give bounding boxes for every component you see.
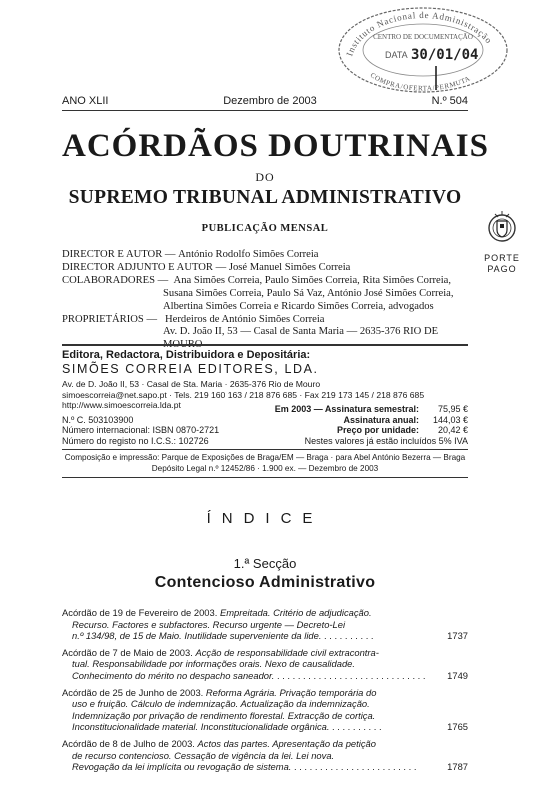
unit-price: 20,42 €: [437, 425, 468, 436]
staff-value: Herdeiros de António Simões Correia: [165, 313, 325, 325]
entry-summary: Indemnização por privação de rendimento florestal. Extracção de cortiça.: [72, 709, 376, 721]
staff-label: PROPRIETÁRIOS —: [62, 313, 158, 325]
publisher-address: Av. de D. João II, 53 · Casal de Sta. Maria · 2635-376 Rio de Mouro: [62, 379, 321, 389]
section-number: 1.ª Secção: [233, 556, 297, 571]
coat-of-arms-icon: [485, 210, 519, 248]
index-entries: [62, 607, 468, 778]
entry-summary: tual. Responsabilidade por informações orais. Nexo de causalidade.: [72, 658, 355, 670]
legal-deposit-line: Depósito Legal n.º 12452/86 · 1.900 ex. — Dezembro de 2003: [151, 463, 379, 473]
index-entry[interactable]: Acórdão de 7 de Maio de 2003. Acção de responsabilidade civil extracontra- tual. Responsabilidade por informações orais. Nexo de causalidade. Conhecimento do mérito no despacho saneador. . . . . . . . . . . . . . . . . . . . . . . . . . . . . . 1749: [62, 646, 468, 681]
issue-number: N.º 504: [431, 95, 468, 107]
entry-summary: Inconstitucionalidade material. Inconstitucionalidade orgânica.: [72, 721, 330, 733]
entry-summary: Revogação da lei implícita ou revogação de sistema.: [72, 761, 292, 773]
publisher-web[interactable]: http://www.simoescorreia.lda.pt: [62, 400, 181, 410]
entry-lead: Acórdão de 25 de Junho de 2003.: [62, 686, 204, 698]
entry-page: 1737: [447, 630, 468, 642]
ics-number: Número do registo no I.C.S.: 102726: [62, 435, 209, 446]
porte-label: PORTE: [484, 253, 520, 263]
svg-text:COMPRA/OFERTA/PERMUTA: [369, 71, 472, 92]
entry-summary: n.º 134/98, de 15 de Maio. Inutilidade superveniente da lide.: [72, 630, 322, 642]
index-title: ÍNDICE: [206, 510, 324, 527]
masthead-staff: [62, 249, 472, 352]
entry-page: 1749: [447, 669, 468, 681]
staff-collaborators: [62, 275, 472, 288]
staff-value: Albertina Simões Correia e Ricardo Simões Correia, advogados: [163, 300, 434, 312]
staff-value: Ana Simões Correia, Paulo Simões Correia, Rita Simões Correia,: [173, 274, 452, 286]
subscription-rule: [62, 449, 468, 450]
header-rule: [62, 110, 468, 111]
court-title: SUPREMO TRIBUNAL ADMINISTRATIVO: [68, 187, 462, 208]
staff-adjunct: [62, 262, 472, 275]
section-title: Contencioso Administrativo: [154, 574, 376, 591]
entry-summary: Empreitada. Critério de adjudicação.: [219, 607, 372, 618]
stamp-center-title: CENTRO DE DOCUMENTAÇÃO: [373, 33, 473, 41]
issue-date: Dezembro de 2003: [223, 95, 317, 107]
staff-value: Av. D. João II, 53 — Casal de Santa Maria — 2635-376 RIO DE MOURO: [163, 326, 439, 351]
staff-value: Susana Simões Correia, Paulo Sá Vaz, António José Simões Correia,: [163, 287, 454, 299]
publisher-block: [62, 349, 468, 411]
entry-summary: Recurso. Factores e subfactores. Recurso urgente — Decreto-Lei: [72, 618, 346, 630]
stamp-ring-top: Instituto Nacional de Administração: [344, 9, 495, 58]
publication-frequency: PUBLICAÇÃO MENSAL: [201, 223, 329, 234]
staff-label: DIRECTOR E AUTOR —: [62, 249, 176, 260]
index-entry[interactable]: Acórdão de 8 de Julho de 2003. Actos das partes. Apresentação da petição de recurso contencioso. Cessação de vigência da lei. Lei nova. Revogação da lei implícita ou revogação de sistema. . . . . . . . . . . . . . . . . . . . . . . . . 1787: [62, 737, 468, 773]
iva-note: Nestes valores já estão incluídos 5% IVA: [304, 435, 468, 446]
entry-summary: Actos das partes. Apresentação da petição: [197, 737, 376, 749]
entry-lead: Acórdão de 7 de Maio de 2003.: [62, 646, 193, 658]
nc-number: N.º C. 503103900: [62, 414, 134, 425]
entry-lead: Acórdão de 8 de Julho de 2003.: [62, 737, 195, 749]
subscription-heading: Em 2003 — Assinatura semestral:: [274, 404, 419, 414]
composition-line: Composição e impressão: Parque de Exposições de Braga/EM — Braga · para Abel António Bezerra — Braga: [64, 453, 466, 462]
annual-label: Assinatura anual:: [343, 414, 419, 425]
stamp-date-label: DATA: [385, 50, 408, 60]
index-entry[interactable]: Acórdão de 25 de Junho de 2003. Reforma Agrária. Privação temporária do uso e fruição. Cálculo de indemnização. Actualização da indemnização. Indemnização por privação de rendimento florestal. Extracção de cortiça. Inconstitucionalidade material. Inconstitucionalidade orgânica. . . . . . . . . . . 1765: [62, 686, 468, 733]
composition-note: [62, 453, 468, 474]
porte-pago-mark: [472, 210, 532, 275]
subscription-block: [62, 404, 468, 446]
entry-page: 1787: [447, 761, 468, 773]
entry-lead: Acórdão de 19 de Fevereiro de 2003.: [62, 607, 218, 618]
staff-director: [62, 249, 472, 262]
staff-owners: [62, 314, 472, 327]
staff-rule: [62, 344, 468, 346]
issue-header: [62, 95, 468, 107]
volume: ANO XLII: [62, 95, 109, 107]
stamp-date-value: 30/01/04: [411, 47, 479, 63]
stamp-ring-bottom: COMPRA/OFERTA/PERMUTA: [368, 71, 472, 93]
isbn: Número internacional: ISBN 0870-2721: [62, 425, 220, 436]
title-connector: DO: [255, 170, 275, 184]
journal-title: ACÓRDÃOS DOUTRINAIS: [62, 128, 489, 164]
index-entry[interactable]: Acórdão de 19 de Fevereiro de 2003. Empreitada. Critério de adjudicação. Recurso. Factores e subfactores. Recurso urgente — Decreto-Lei n.º 134/98, de 15 de Maio. Inutilidade superveniente da lide. . . . . . . . . . . 1737: [62, 607, 468, 642]
unit-label: Preço por unidade:: [336, 425, 419, 436]
entry-page: 1765: [447, 721, 468, 733]
library-stamp: [333, 2, 513, 94]
semestral-price: 75,95 €: [437, 404, 468, 414]
annual-price: 144,03 €: [432, 414, 468, 425]
entry-summary: Acção de responsabilidade civil extracontra-: [195, 646, 379, 658]
entry-summary: de recurso contencioso. Cessação de vigência da lei. Lei nova.: [72, 749, 335, 761]
composition-rule: [62, 477, 468, 478]
publisher-label: Editora, Redactora, Distribuidora e Depositária:: [62, 349, 311, 361]
staff-label: DIRECTOR ADJUNTO E AUTOR —: [62, 261, 227, 273]
entry-summary: uso e fruição. Cálculo de indemnização. Actualização da indemnização.: [72, 698, 370, 710]
pago-label: PAGO: [487, 264, 517, 274]
entry-summary: Conhecimento do mérito no despacho saneador.: [72, 669, 275, 681]
staff-value: José Manuel Simões Correia: [228, 261, 351, 273]
entry-summary: Reforma Agrária. Privação temporária do: [205, 686, 377, 698]
staff-label: COLABORADORES —: [62, 274, 169, 286]
staff-value: António Rodolfo Simões Correia: [178, 249, 319, 260]
publisher-contact: simoescorreia@net.sapo.pt · Tels. 219 160 163 / 218 876 685 · Fax 219 173 145 / 218 876 685: [62, 389, 425, 400]
publisher-name: SIMÕES CORREIA EDITORES, LDA.: [62, 362, 319, 376]
